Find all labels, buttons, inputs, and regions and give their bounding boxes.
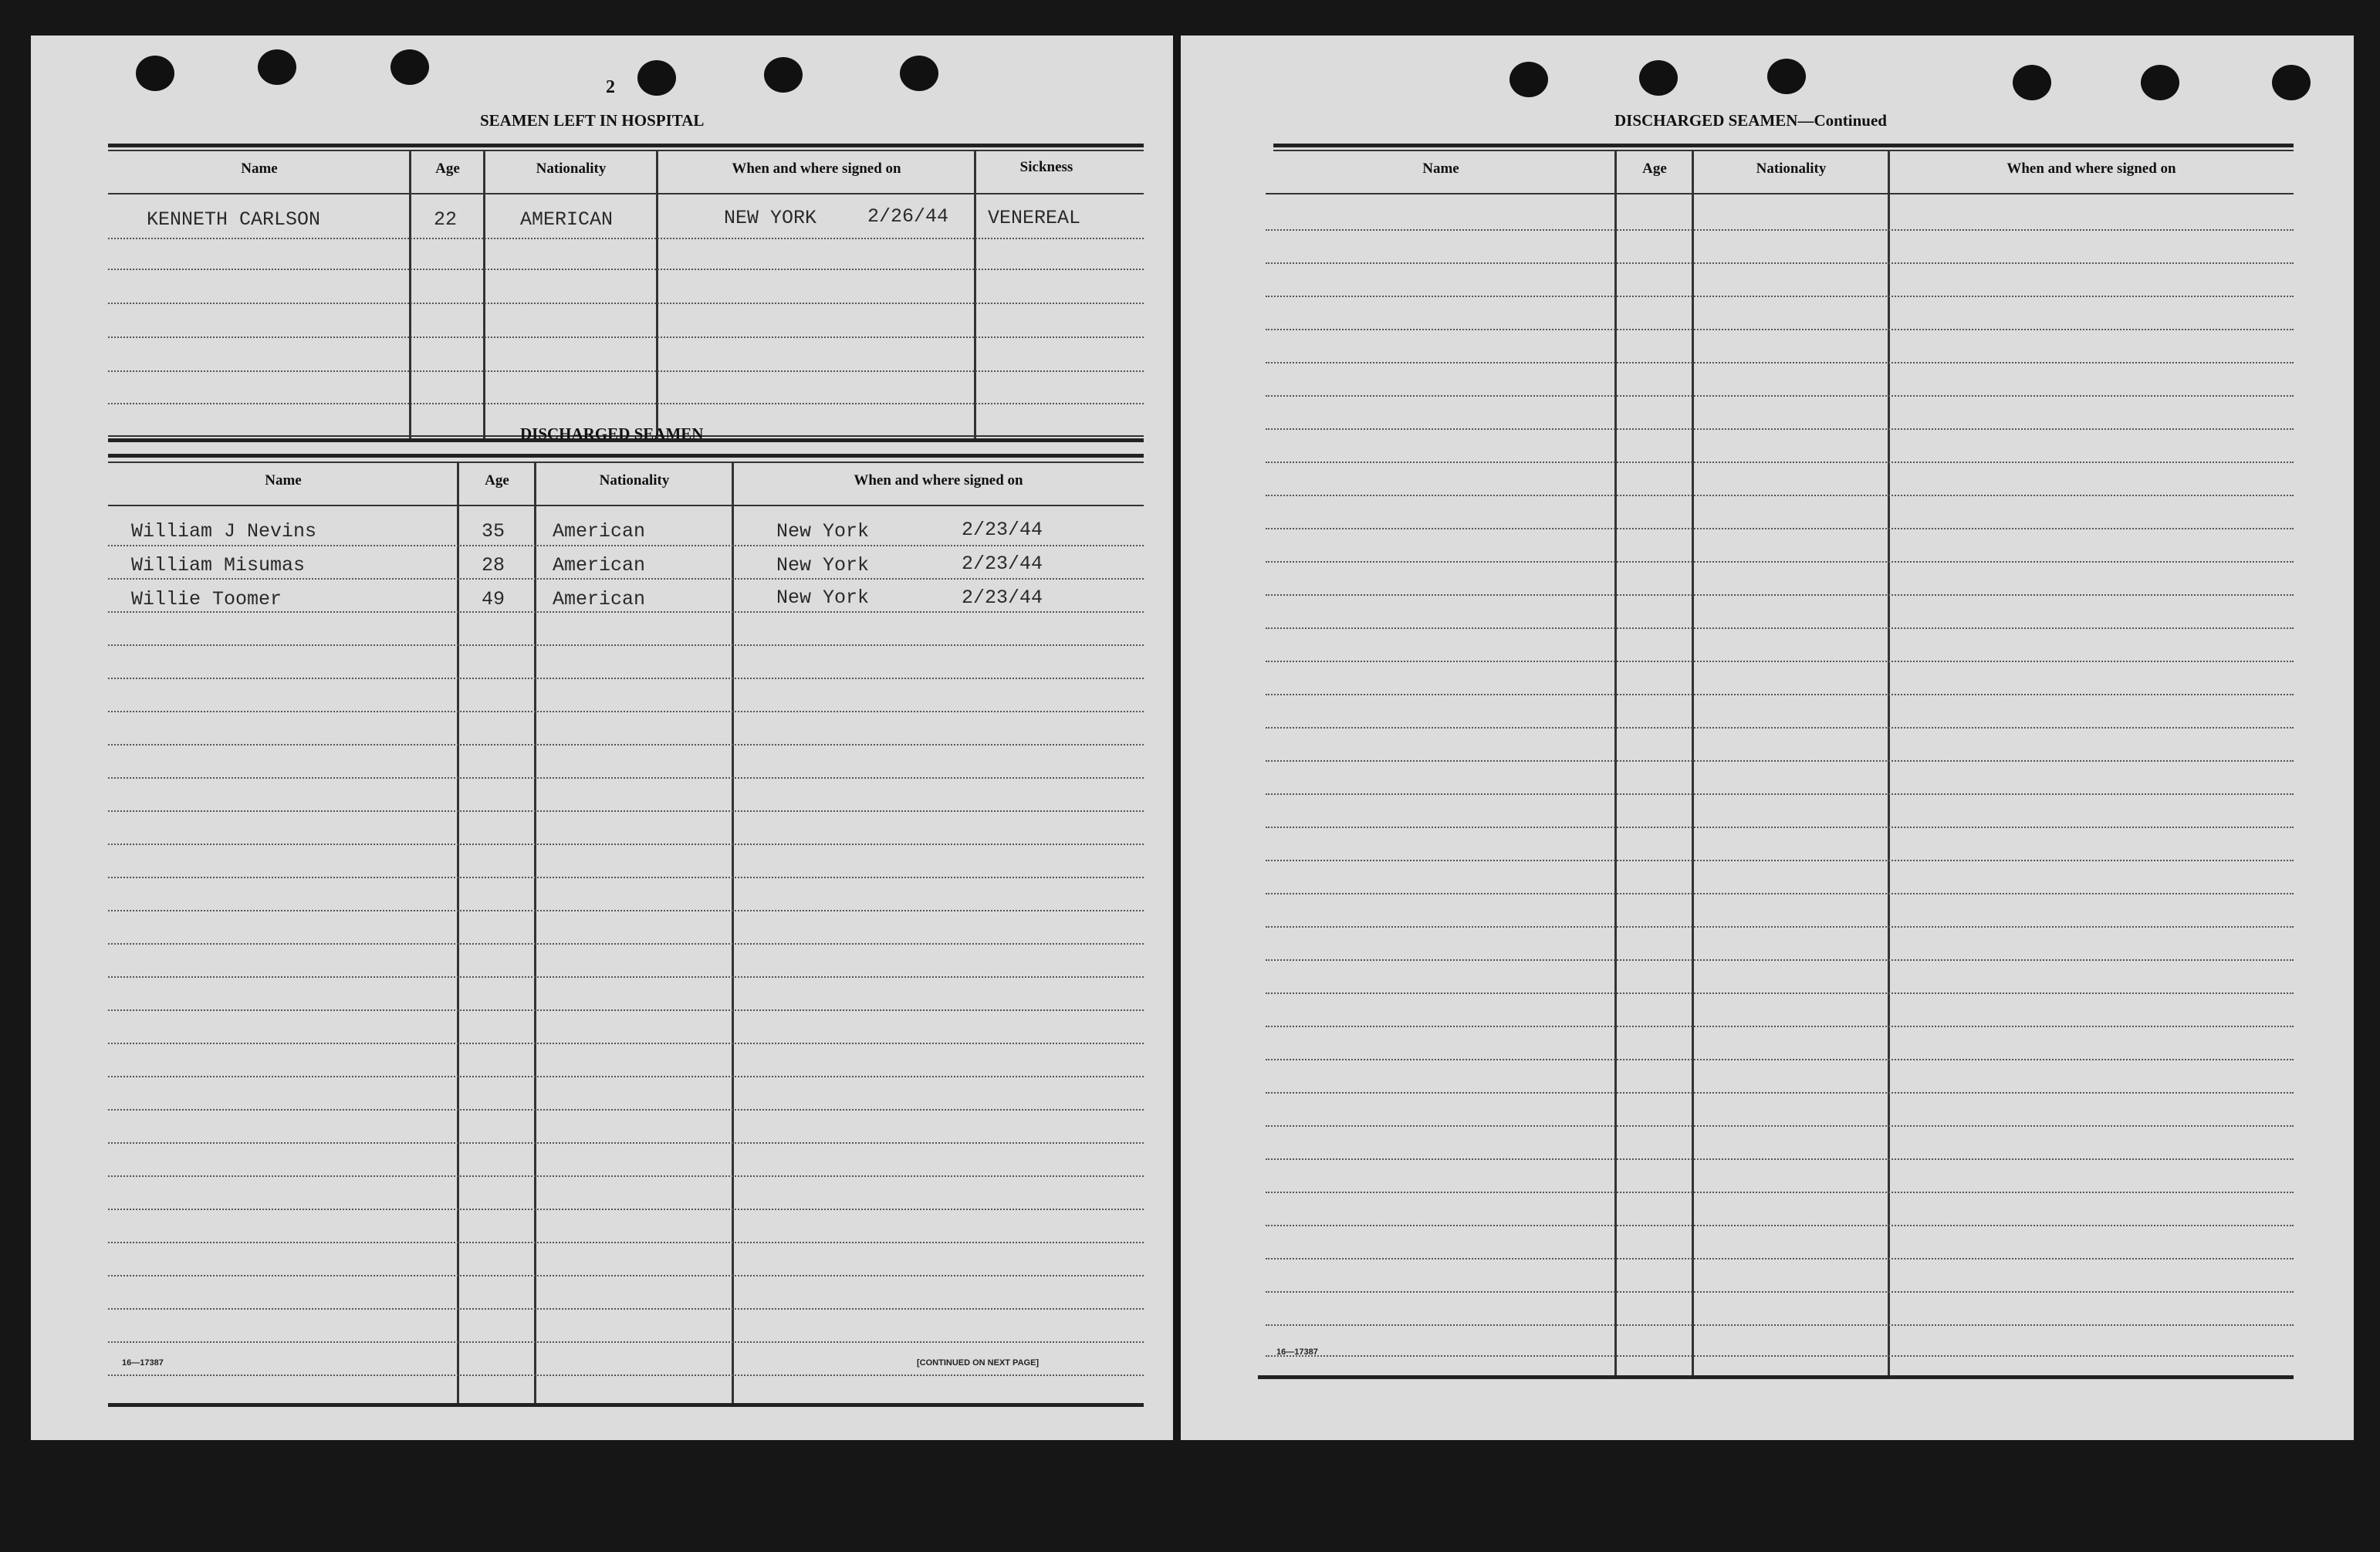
hospital-row-place: NEW YORK: [724, 207, 817, 229]
page-number: 2: [606, 77, 615, 97]
punch-hole: [1509, 62, 1548, 97]
hospital-col-age: Age: [435, 161, 460, 177]
continued-note: [CONTINUED ON NEXT PAGE]: [917, 1358, 1040, 1368]
punch-hole: [1639, 60, 1678, 96]
hospital-col-name: Name: [241, 161, 278, 177]
discharged-row-place: New York: [776, 554, 870, 577]
punch-hole: [1767, 59, 1806, 94]
hospital-row-date: 2/26/44: [867, 205, 949, 228]
discharged-row-place: New York: [776, 587, 870, 609]
hospital-row-age: 22: [434, 208, 458, 231]
discharged-row-date: 2/23/44: [962, 519, 1043, 541]
discharged-row-date: 2/23/44: [962, 553, 1043, 575]
right-page: [1181, 36, 2354, 1440]
punch-hole: [136, 56, 174, 91]
punch-hole: [2141, 65, 2179, 100]
hospital-row-name: KENNETH CARLSON: [147, 208, 321, 231]
discharged-row-date: 2/23/44: [962, 587, 1043, 609]
discharged-row-name: William Misumas: [131, 554, 306, 577]
discharged-row-nationality: American: [553, 520, 646, 543]
discharged-row-name: William J Nevins: [131, 520, 317, 543]
punch-hole: [2272, 65, 2311, 100]
hospital-section-title: SEAMEN LEFT IN HOSPITAL: [480, 111, 705, 130]
discharged-col-nationality: Nationality: [599, 472, 670, 489]
continued-col-name: Name: [1422, 161, 1459, 177]
discharged-col-signed-on: When and where signed on: [854, 472, 1023, 489]
continued-col-age: Age: [1642, 161, 1667, 177]
discharged-col-name: Name: [265, 472, 302, 489]
discharged-row-name: Willie Toomer: [131, 588, 282, 610]
discharged-row-age: 49: [482, 588, 505, 610]
hospital-col-signed-on: When and where signed on: [732, 161, 901, 177]
discharged-continued-main: DISCHARGED SEAMEN: [1614, 111, 1798, 130]
punch-hole: [2013, 65, 2051, 100]
discharged-row-age: 35: [482, 520, 505, 543]
form-number-right: 16—17387: [1276, 1347, 1318, 1357]
form-number: 16—17387: [122, 1358, 164, 1368]
continued-col-nationality: Nationality: [1756, 161, 1827, 177]
discharged-col-age: Age: [485, 472, 509, 489]
hospital-row-nationality: AMERICAN: [520, 208, 614, 231]
discharged-continued-suffix: —Continued: [1797, 111, 1887, 130]
left-page: [31, 36, 1173, 1440]
hospital-col-sickness: Sickness: [1019, 159, 1073, 175]
punch-hole: [764, 57, 803, 93]
punch-hole: [258, 49, 296, 85]
continued-col-signed-on: When and where signed on: [2006, 161, 2176, 177]
punch-hole: [900, 56, 938, 91]
discharged-row-nationality: American: [553, 588, 646, 610]
punch-hole: [390, 49, 429, 85]
discharged-row-nationality: American: [553, 554, 646, 577]
hospital-col-nationality: Nationality: [536, 161, 607, 177]
discharged-continued-title: [1614, 111, 1887, 130]
hospital-row-sickness: VENEREAL: [988, 207, 1081, 229]
discharged-section-title: DISCHARGED SEAMEN: [520, 424, 704, 443]
discharged-row-age: 28: [482, 554, 505, 577]
discharged-row-place: New York: [776, 520, 870, 543]
punch-hole: [637, 60, 676, 96]
